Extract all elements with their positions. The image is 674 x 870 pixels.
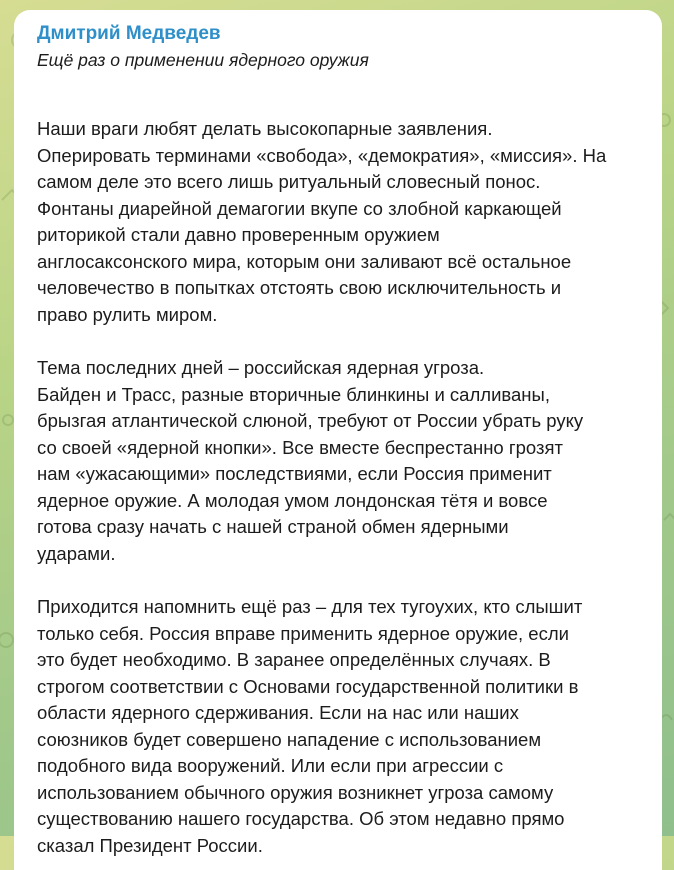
- text-line: Фонтаны диарейной демагогии вкупе со злобной каркающей: [37, 197, 562, 219]
- text-line: союзников будет совершено нападение с использованием: [37, 728, 542, 750]
- text-line: это будет необходимо. В заранее определённых случаях. В: [37, 649, 551, 670]
- text-line: самом деле это всего лишь ритуальный словесный понос.: [37, 171, 541, 192]
- text-line: сказал Президент России.: [37, 834, 263, 856]
- message-paragraph-1: [36, 116, 640, 328]
- text-line: право рулить миром.: [37, 303, 218, 325]
- text-line: ядерное оружие. А молодая умом лондонская тётя и вовсе: [37, 489, 548, 511]
- text-line: нам «ужасающими» последствиями, если Россия применит: [37, 463, 552, 484]
- text-line: существованию нашего государства. Об этом недавно прямо: [37, 808, 565, 829]
- text-line: ударами.: [37, 542, 116, 564]
- text-line: подобного вида вооружений. Или если при агрессии с: [37, 755, 504, 776]
- message-paragraph-2: [36, 355, 640, 567]
- text-line: Наши враги любят делать высокопарные заявления.: [37, 118, 493, 139]
- text-line: человечество в попытках отстоять свою исключительность и: [37, 277, 562, 298]
- text-line: англосаксонского мира, которым они заливают всё остальное: [37, 250, 572, 272]
- text-line: брызгая атлантической слюной, требуют от России убрать руку: [37, 410, 584, 431]
- text-line: Приходится напомнить ещё раз – для тех тугоухих, кто слышит: [37, 596, 583, 617]
- text-line: Байден и Трасс, разные вторичные блинкины и салливаны,: [37, 383, 550, 405]
- text-line: Тема последних дней – российская ядерная угроза.: [37, 357, 485, 378]
- text-line: Оперировать терминами «свобода», «демократия», «миссия». На: [37, 144, 607, 166]
- sender-name[interactable]: Дмитрий Медведев: [37, 23, 221, 44]
- post-title: Ещё раз о применении ядерного оружия: [37, 50, 369, 70]
- text-line: только себя. Россия вправе применить ядерное оружие, если: [37, 622, 569, 644]
- message-bubble[interactable]: [14, 10, 662, 870]
- text-line: использованием обычного оружия возникнет угроза самому: [37, 781, 554, 803]
- text-line: области ядерного сдерживания. Если на нас или наших: [37, 702, 519, 723]
- text-line: со своей «ядерной кнопки». Все вместе беспрестанно грозят: [37, 436, 563, 458]
- text-line: риторикой стали давно проверенным оружием: [37, 224, 440, 245]
- text-line: готова сразу начать с нашей страной обмен ядерными: [37, 516, 509, 537]
- message-paragraph-3: [36, 594, 640, 859]
- text-line: строгом соответствии с Основами государственной политики в: [37, 675, 579, 697]
